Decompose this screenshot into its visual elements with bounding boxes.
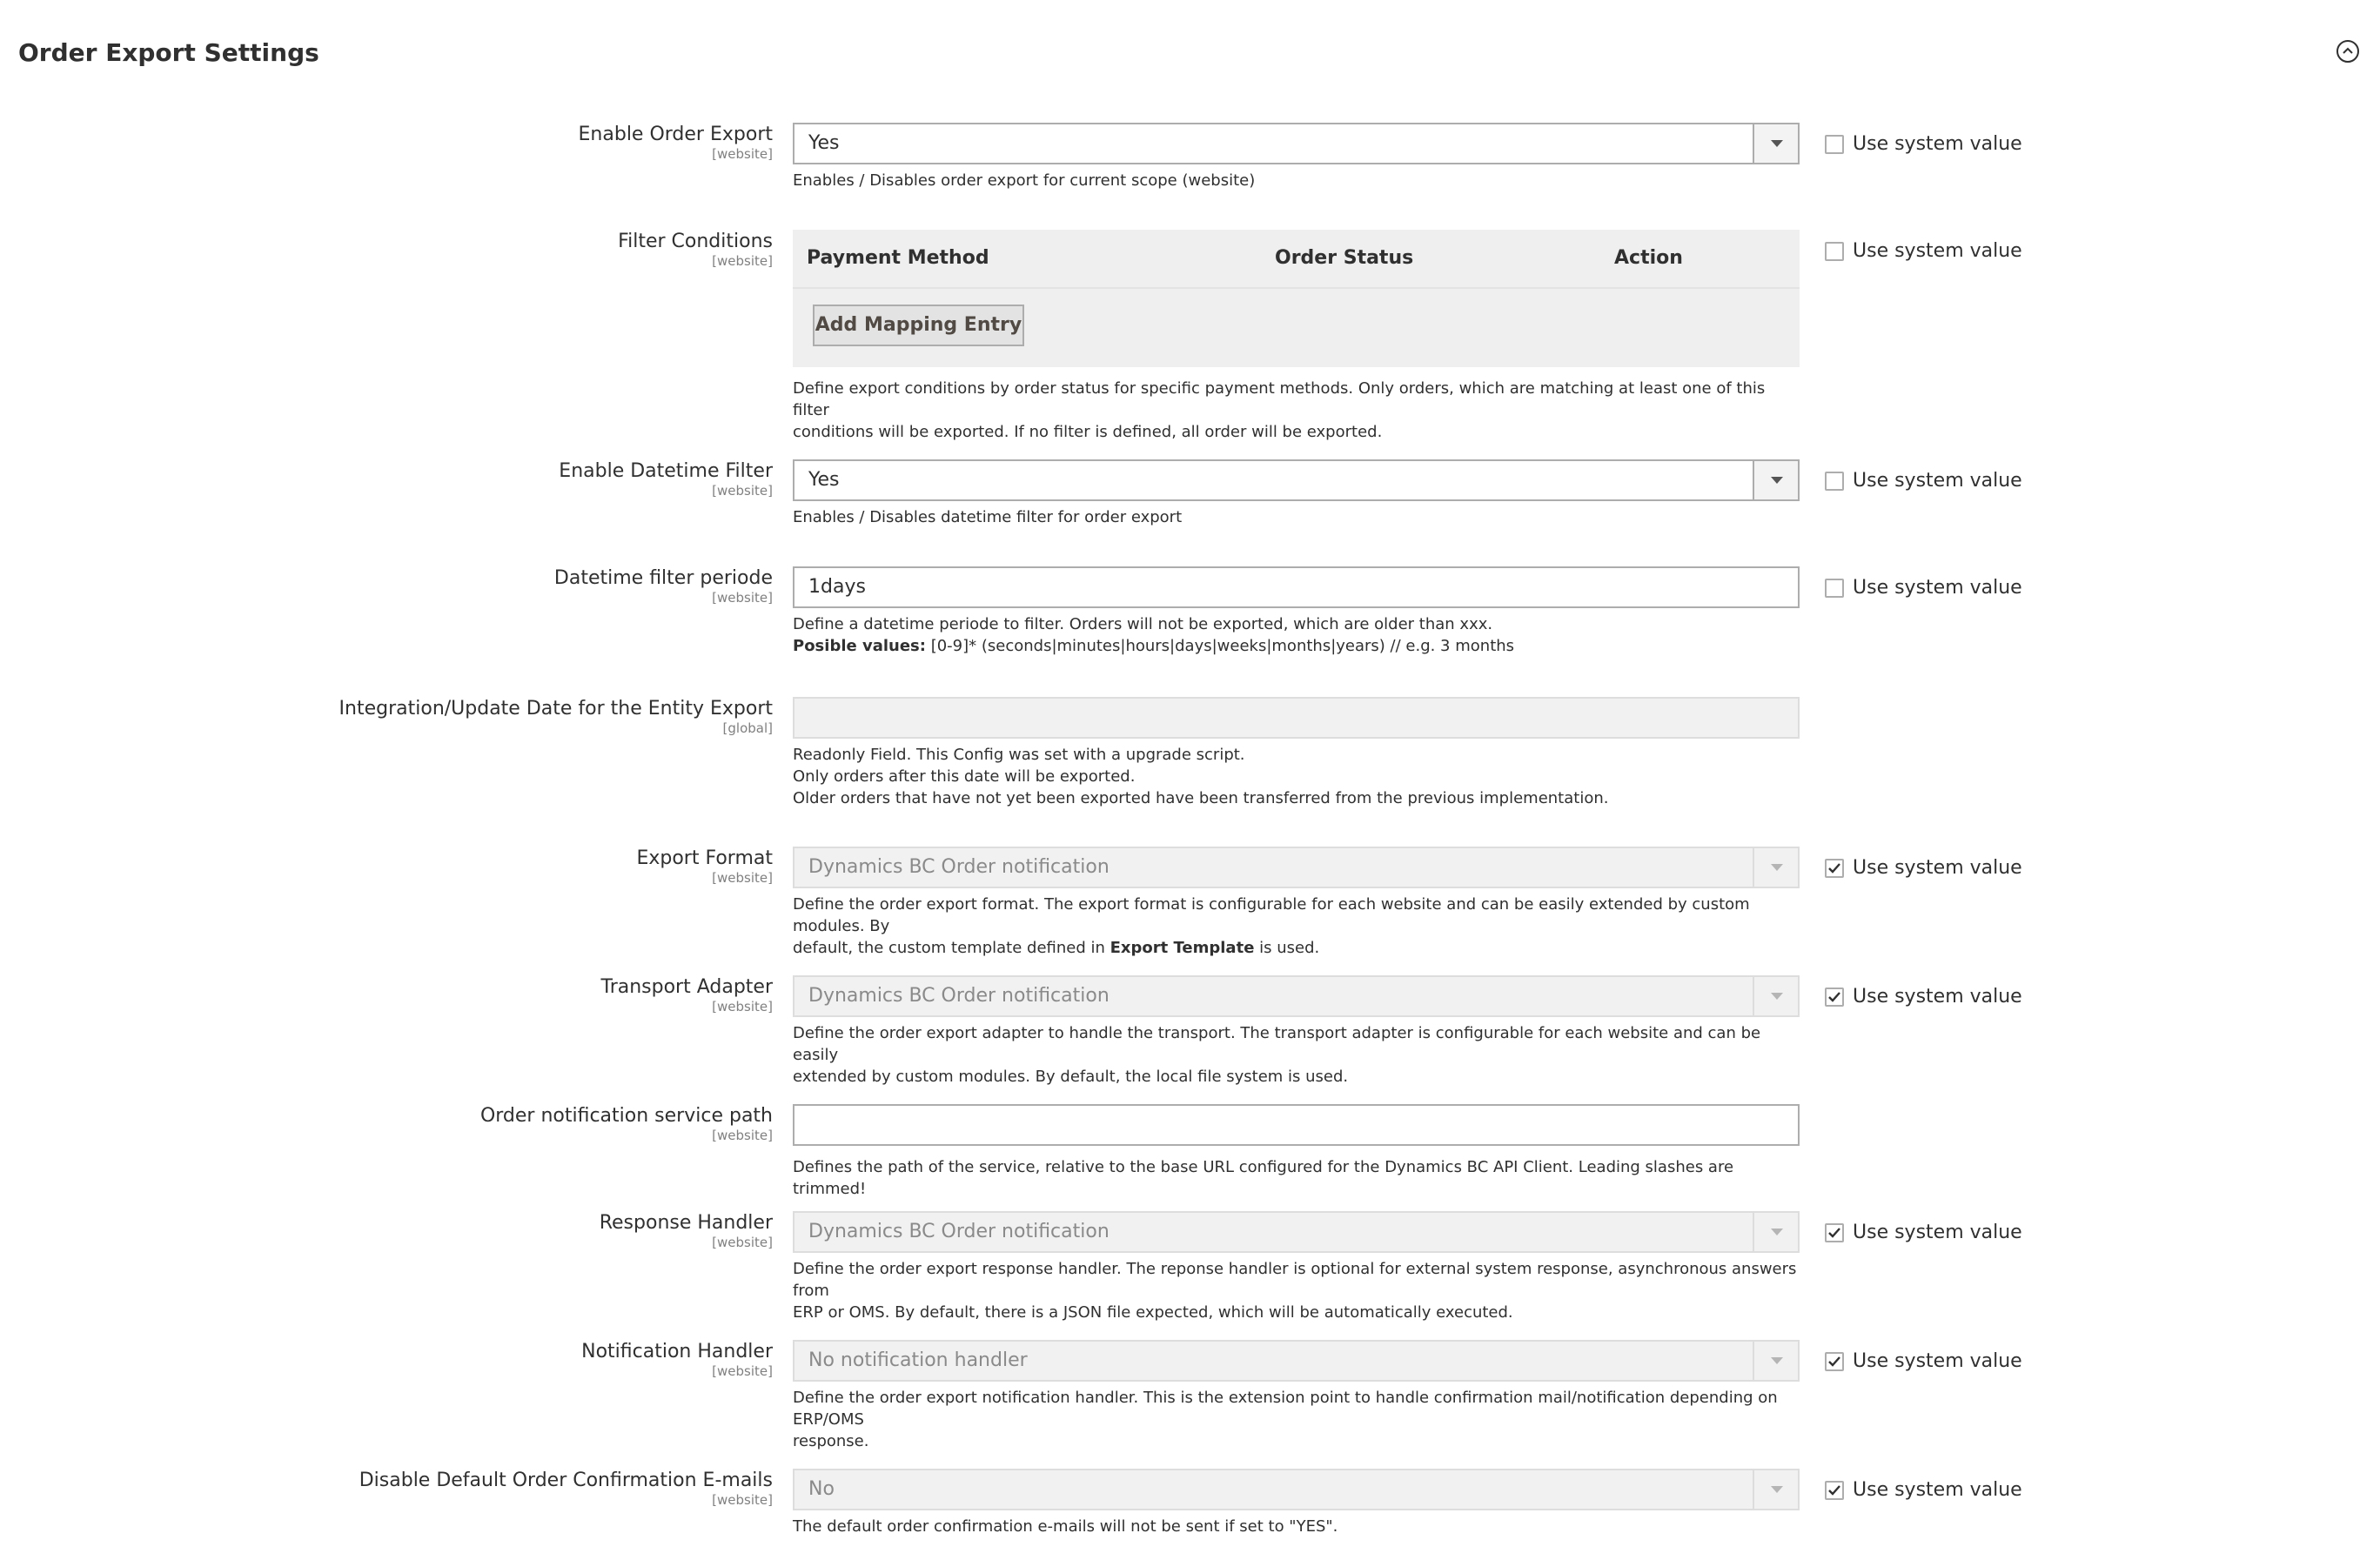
note-line: ERP or OMS. By default, there is a JSON file expected, which will be automatically executed. — [793, 1303, 1513, 1322]
select-value: Yes — [808, 469, 840, 491]
column-payment-method: Payment Method — [807, 247, 989, 269]
use-system-value[interactable] — [1825, 470, 2022, 492]
use-system-value-label: Use system value — [1853, 1479, 2022, 1501]
label-text: Transport Adapter — [600, 976, 773, 998]
scope-label: [website] — [712, 253, 773, 269]
field-label — [618, 230, 773, 268]
use-system-value[interactable] — [1825, 133, 2022, 155]
note-text: default, the custom template defined in — [793, 939, 1110, 957]
field-control — [793, 1211, 1800, 1323]
field-control — [793, 1469, 1800, 1537]
field-note — [793, 1258, 1800, 1323]
note-text: [0-9]* (seconds|minutes|hours|days|weeks|months|years) // e.g. 3 months — [925, 637, 1515, 655]
note-text: is used. — [1254, 939, 1320, 957]
select-value: No notification handler — [808, 1349, 1028, 1371]
use-system-value-checkbox[interactable] — [1825, 579, 1844, 598]
scope-label: [website] — [712, 870, 773, 886]
field-label — [339, 697, 773, 735]
use-system-value-checkbox[interactable] — [1825, 988, 1844, 1007]
note-line — [793, 635, 1800, 657]
note-bold: Export Template — [1110, 939, 1255, 957]
note-line: response. — [793, 1432, 869, 1450]
use-system-value[interactable] — [1825, 1350, 2022, 1372]
use-system-value-checkbox[interactable] — [1825, 1481, 1844, 1500]
label-text: Filter Conditions — [618, 231, 773, 252]
label-text: Integration/Update Date for the Entity Export — [339, 698, 773, 720]
select-value: Dynamics BC Order notification — [808, 856, 1110, 878]
use-system-value-checkbox[interactable] — [1825, 472, 1844, 491]
dropdown-arrow-icon — [1753, 848, 1798, 887]
select-value: Dynamics BC Order notification — [808, 1221, 1110, 1242]
note-line: conditions will be exported. If no filter is defined, all order will be exported. — [793, 423, 1383, 441]
field-label — [600, 1211, 773, 1249]
field-control — [793, 697, 1800, 809]
select-value: Dynamics BC Order notification — [808, 985, 1110, 1007]
use-system-value-label: Use system value — [1853, 1350, 2022, 1372]
note-line: Define the order export notification handler. This is the extension point to handle confirmation mail/notification depending on ERP/OMS — [793, 1389, 1778, 1429]
use-system-value-checkbox[interactable] — [1825, 242, 1844, 261]
dropdown-arrow-icon[interactable] — [1753, 461, 1798, 499]
dropdown-arrow-icon — [1753, 1213, 1798, 1251]
field-control — [793, 566, 1800, 657]
use-system-value-label: Use system value — [1853, 857, 2022, 879]
scope-label: [website] — [712, 1492, 773, 1508]
note-line — [793, 937, 1800, 959]
use-system-value-label: Use system value — [1853, 133, 2022, 155]
use-system-value[interactable] — [1825, 1479, 2022, 1501]
note-line: Define a datetime periode to filter. Orders will not be exported, which are older than xxx. — [793, 615, 1493, 633]
note-line: Older orders that have not yet been exported have been transferred from the previous implementation. — [793, 789, 1609, 807]
add-mapping-entry-button[interactable]: Add Mapping Entry — [813, 305, 1024, 346]
scope-label: [website] — [712, 1128, 773, 1143]
note-line: Define the order export format. The export format is configurable for each website and can be easily extended by custom modules. By — [793, 895, 1750, 935]
use-system-value-checkbox[interactable] — [1825, 135, 1844, 154]
dropdown-arrow-icon[interactable] — [1753, 124, 1798, 163]
field-control — [793, 975, 1800, 1088]
integration-update-date-input — [793, 697, 1800, 739]
scope-label: [website] — [712, 590, 773, 606]
dropdown-arrow-icon — [1753, 1470, 1798, 1509]
notification-handler-select[interactable] — [793, 1340, 1800, 1382]
disable-default-confirmation-select[interactable] — [793, 1469, 1800, 1510]
field-note — [793, 378, 1800, 443]
field-note: Defines the path of the service, relative to the base URL configured for the Dynamics BC API Client. Leading slashes are trimmed! — [793, 1158, 1734, 1198]
response-handler-select[interactable] — [793, 1211, 1800, 1253]
label-text: Response Handler — [599, 1212, 773, 1234]
select-value: No — [808, 1478, 835, 1500]
column-order-status: Order Status — [1275, 247, 1414, 269]
field-label — [554, 566, 773, 605]
note-line: Define export conditions by order status for specific payment methods. Only orders, which are matching at least one of this filter — [793, 379, 1766, 419]
note-line: Readonly Field. This Config was set with a upgrade script. — [793, 746, 1245, 764]
field-label — [581, 1340, 773, 1378]
use-system-value-label: Use system value — [1853, 986, 2022, 1008]
order-notification-service-path-input[interactable] — [793, 1104, 1800, 1146]
use-system-value-label: Use system value — [1853, 240, 2022, 262]
field-label — [559, 459, 773, 498]
field-note — [793, 1022, 1800, 1088]
use-system-value-checkbox[interactable] — [1825, 1352, 1844, 1371]
scope-label: [website] — [712, 999, 773, 1014]
use-system-value-label: Use system value — [1853, 470, 2022, 492]
label-text: Disable Default Order Confirmation E-mails — [359, 1470, 773, 1491]
field-control — [793, 459, 1800, 528]
field-control — [793, 123, 1800, 191]
label-text: Order notification service path — [479, 1105, 773, 1127]
enable-order-export-select[interactable] — [793, 123, 1800, 164]
field-note: Enables / Disables datetime filter for order export — [793, 508, 1183, 526]
field-note — [793, 613, 1800, 657]
field-note — [793, 894, 1800, 959]
label-text: Export Format — [636, 847, 773, 869]
field-note: Enables / Disables order export for current scope (website) — [793, 171, 1256, 190]
label-text: Enable Order Export — [578, 124, 773, 145]
scope-label: [website] — [712, 1235, 773, 1250]
use-system-value-label: Use system value — [1853, 1222, 2022, 1243]
note-line: Define the order export adapter to handle the transport. The transport adapter is configurable for each website and can be easily — [793, 1024, 1761, 1064]
enable-datetime-filter-select[interactable] — [793, 459, 1800, 501]
use-system-value-checkbox[interactable] — [1825, 1223, 1844, 1242]
use-system-value[interactable] — [1825, 986, 2022, 1008]
scope-label: [global] — [722, 720, 773, 736]
datetime-filter-periode-input[interactable] — [793, 566, 1800, 608]
column-action: Action — [1614, 247, 1683, 269]
export-format-select[interactable] — [793, 847, 1800, 888]
scope-label: [website] — [712, 146, 773, 162]
field-label — [480, 1104, 773, 1142]
section-header[interactable] — [18, 35, 2362, 75]
use-system-value[interactable] — [1825, 240, 2022, 262]
field-note: The default order confirmation e-mails will not be sent if set to "YES". — [793, 1517, 1338, 1536]
dropdown-arrow-icon — [1753, 977, 1798, 1015]
dropdown-arrow-icon — [1753, 1342, 1798, 1380]
field-control — [793, 1340, 1800, 1452]
grid-header — [793, 230, 1800, 289]
use-system-value-label: Use system value — [1853, 577, 2022, 599]
note-line: Only orders after this date will be exported. — [793, 767, 1136, 786]
note-bold: Posible values: — [793, 637, 926, 655]
scope-label: [website] — [712, 1363, 773, 1379]
field-label — [579, 123, 773, 161]
field-note — [793, 1387, 1800, 1452]
field-control — [793, 847, 1800, 959]
note-line: Define the order export response handler. The reponse handler is optional for external system response, asynchronous answers from — [793, 1260, 1797, 1300]
use-system-value[interactable] — [1825, 1222, 2022, 1243]
field-control — [793, 230, 1800, 443]
transport-adapter-select[interactable] — [793, 975, 1800, 1017]
collapse-icon[interactable] — [2336, 40, 2359, 63]
select-value: Yes — [808, 132, 840, 154]
field-label — [636, 847, 773, 885]
input-value: 1days — [808, 576, 866, 598]
filter-conditions-grid — [793, 230, 1800, 367]
use-system-value-checkbox[interactable] — [1825, 859, 1844, 878]
field-note — [793, 744, 1800, 809]
use-system-value[interactable] — [1825, 857, 2022, 879]
section-title: Order Export Settings — [18, 38, 319, 67]
use-system-value[interactable] — [1825, 577, 2022, 599]
label-text: Enable Datetime Filter — [559, 460, 773, 482]
field-label — [600, 975, 773, 1014]
scope-label: [website] — [712, 483, 773, 499]
label-text: Datetime filter periode — [553, 567, 773, 589]
label-text: Notification Handler — [581, 1341, 773, 1362]
field-label — [359, 1469, 773, 1507]
note-line: extended by custom modules. By default, the local file system is used. — [793, 1068, 1349, 1086]
field-control — [793, 1104, 1800, 1200]
